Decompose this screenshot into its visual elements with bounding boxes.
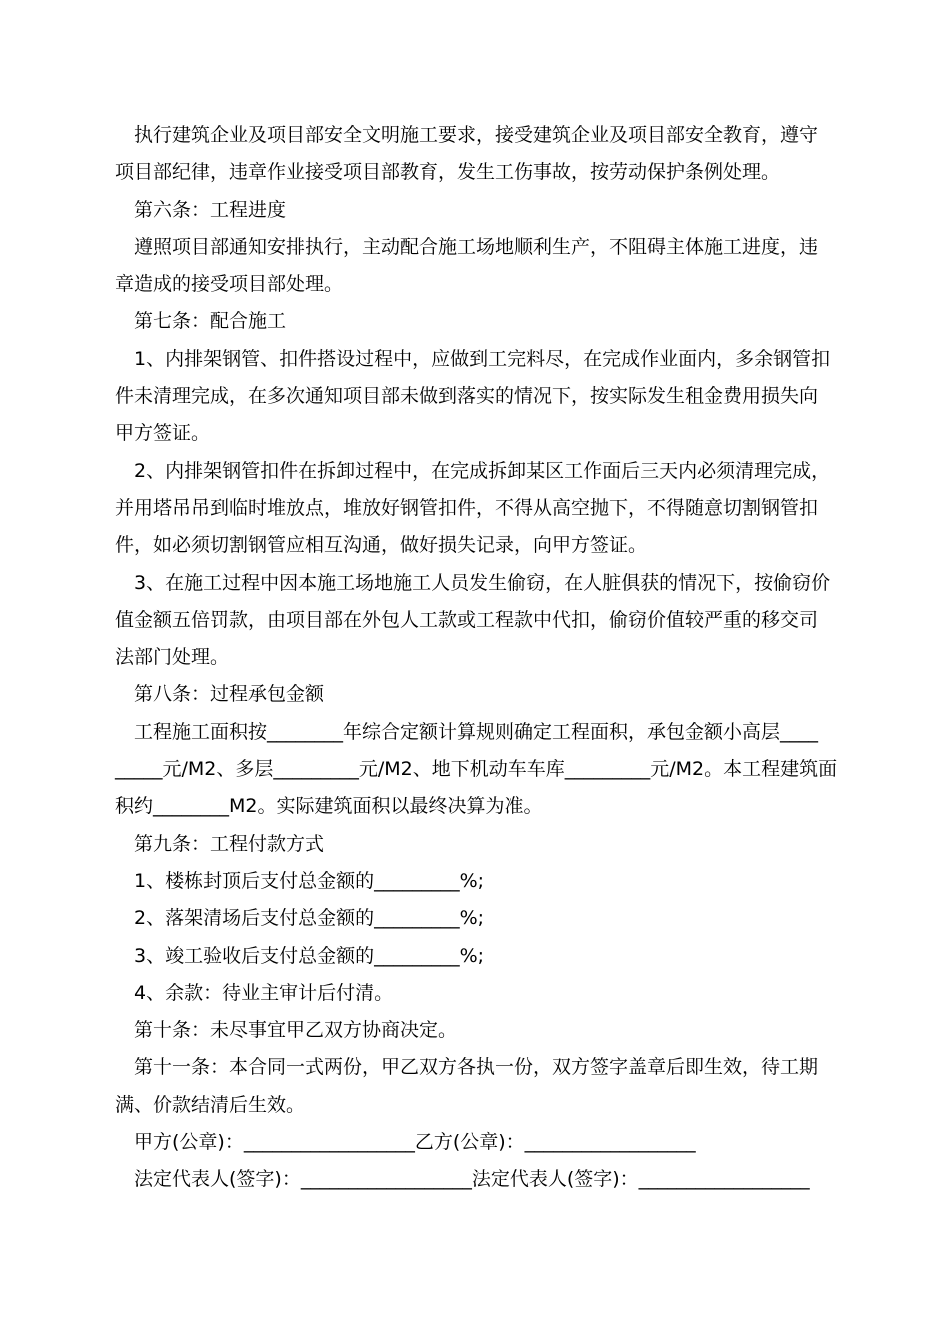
paragraph-line: 并用塔吊吊到临时堆放点，堆放好钢管扣件，不得从高空抛下，不得随意切割钢管扣 [115,496,819,519]
signature-line-representative: 法定代表人(签字)：__________________法定代表人(签字)：__________________ [115,1168,810,1191]
payment-item: 2、落架清场后支付总金额的_________%; [115,907,485,930]
paragraph-line: 执行建筑企业及项目部安全文明施工要求，接受建筑企业及项目部安全教育，遵守 [115,124,819,146]
payment-item: 1、楼栋封顶后支付总金额的_________%; [115,869,485,892]
paragraph-line: 2、内排架钢管扣件在拆卸过程中，在完成拆卸某区工作面后三天内必须清理完成， [115,459,831,482]
section-heading-10: 第十条：未尽事宜甲乙双方协商决定。 [115,1019,458,1042]
section-heading-11: 第十一条：本合同一式两份，甲乙双方各执一份，双方签字盖章后即生效，待工期 [115,1056,819,1079]
paragraph-line: 积约________M2。实际建筑面积以最终决算为准。 [115,795,543,818]
paragraph-line: 工程施工面积按________年综合定额计算规则确定工程面积，承包金额小高层____ [115,720,819,743]
paragraph-line: 甲方签证。 [115,422,211,445]
payment-item: 4、余款：待业主审计后付清。 [115,981,394,1004]
section-heading-8: 第八条：过程承包金额 [115,683,325,706]
paragraph-line: 件，如必须切割钢管应相互沟通，做好损失记录，向甲方签证。 [115,534,648,557]
paragraph-line: 1、内排架钢管、扣件搭设过程中，应做到工完料尽，在完成作业面内，多余钢管扣 [115,347,831,370]
payment-item: 3、竣工验收后支付总金额的_________%; [115,944,485,967]
paragraph-line: 值金额五倍罚款，由项目部在外包人工款或工程款中代扣，偷窃价值较严重的移交司 [115,608,819,631]
section-heading-7: 第七条：配合施工 [115,310,287,333]
section-heading-9: 第九条：工程付款方式 [115,832,325,855]
paragraph-line: 遵照项目部通知安排执行，主动配合施工场地顺利生产，不阻碍主体施工进度，违 [115,235,819,258]
paragraph-line: 满、价款结清后生效。 [115,1093,306,1116]
paragraph-line: 3、在施工过程中因本施工场地施工人员发生偷窃，在人脏俱获的情况下，按偷窃价 [115,571,831,594]
paragraph-line: 项目部纪律，违章作业接受项目部教育，发生工伤事故，按劳动保护条例处理。 [115,161,781,184]
paragraph-line: 法部门处理。 [115,646,230,669]
paragraph-line: _____元/M2、多层_________元/M2、地下机动车车库_________元/M2。本工程建筑面 [115,758,838,781]
signature-line-seal: 甲方(公章)：__________________乙方(公章)：__________________ [115,1131,696,1154]
section-heading-6: 第六条：工程进度 [115,198,287,221]
paragraph-line: 章造成的接受项目部处理。 [115,273,344,296]
paragraph-line: 件未清理完成，在多次通知项目部未做到落实的情况下，按实际发生租金费用损失向 [115,385,819,408]
contract-page [115,117,837,1199]
